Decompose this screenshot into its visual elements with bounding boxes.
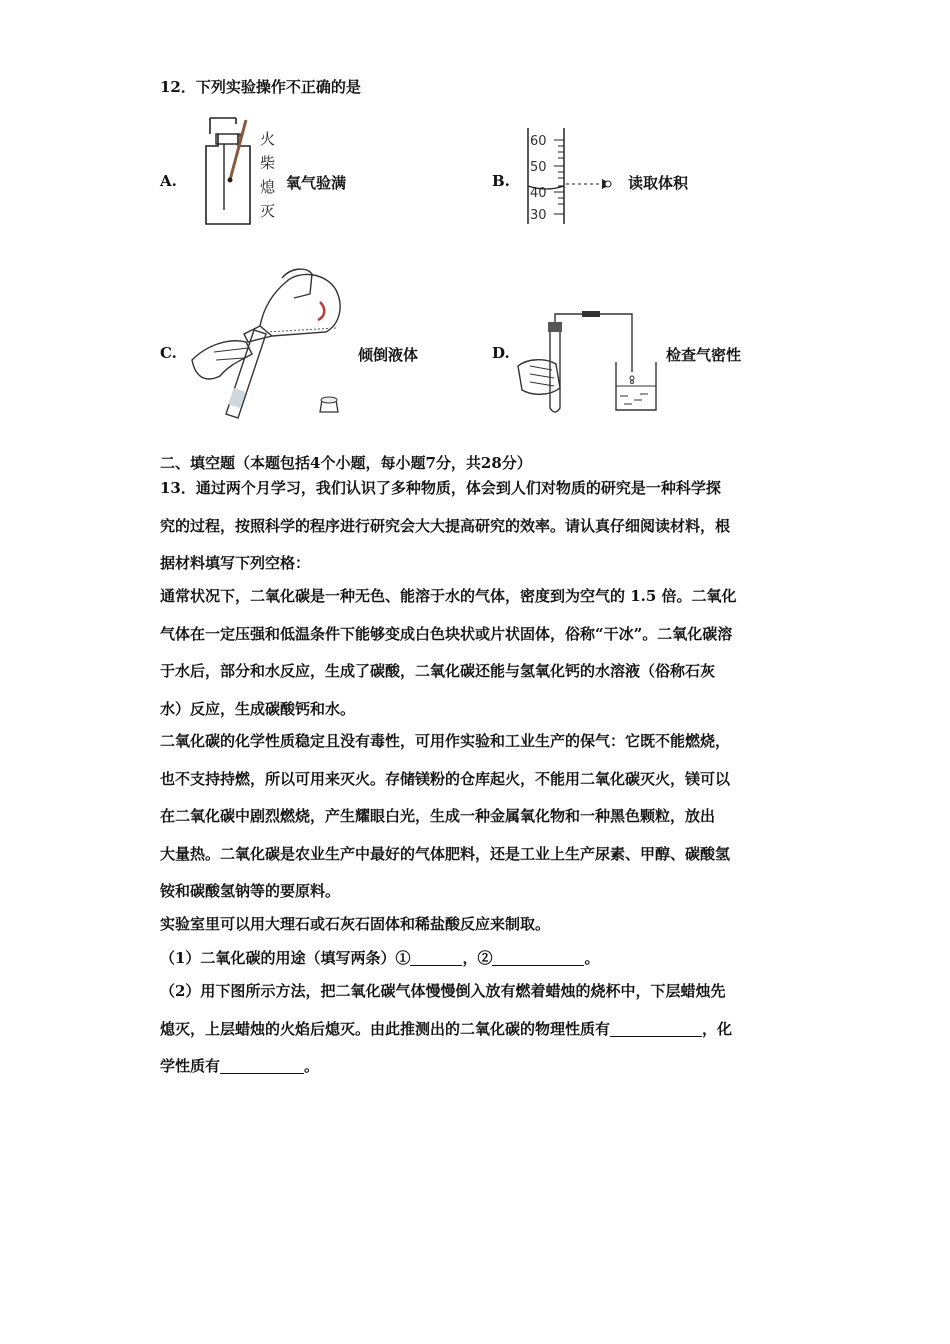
subquestion-1: [160, 940, 792, 978]
paragraph-line: 气体在一定压强和低温条件下能够变成白色块状或片状固体，俗称“干冰”。二氧化碳溶: [160, 624, 733, 643]
paragraph-line: 通常状况下，二氧化碳是一种无色、能溶于水的气体，密度到为空气的 1.5 倍。二氧化: [160, 587, 737, 605]
tick-30: 30: [530, 208, 547, 223]
tick-60: 60: [530, 134, 547, 149]
paragraph-line: 于水后，部分和水反应，生成了碳酸，二氧化碳还能与氢氧化钙的水溶液（俗称石灰: [160, 662, 716, 680]
intro-line: 13．通过两个月学习，我们认识了多种物质，体会到人们对物质的研究是一种科学探: [160, 479, 721, 497]
answer-blank-chemical[interactable]: [220, 1057, 304, 1074]
figure-label-mie: 灭: [260, 202, 276, 220]
subquestion-2-line3: 学性质有: [160, 1057, 221, 1075]
pouring-liquid-figure: [186, 264, 356, 422]
figure-label-xi: 熄: [260, 178, 276, 196]
answer-blank-1[interactable]: [410, 949, 462, 966]
subquestion-1-text: （1）二氧化碳的用途（填写两条）①: [160, 949, 411, 967]
answer-blank-physical[interactable]: [610, 1020, 702, 1037]
question-12-title: 12．下列实验操作不正确的是: [160, 78, 361, 96]
option-b-letter: B.: [492, 172, 510, 190]
figure-label-huo: 火: [260, 130, 276, 148]
gas-bottle-figure: [188, 112, 280, 230]
subquestion-1-end: 。: [584, 949, 600, 967]
paragraph-line: 也不支持持燃，所以可用来灭火。存储镁粉的仓库起火，不能用二氧化碳灭火，镁可以: [160, 769, 731, 788]
subquestion-1-sep: ，②: [462, 949, 493, 967]
subquestion-2-line1: （2）用下图所示方法，把二氧化碳气体慢慢倒入放有燃着蜡烛的烧杯中，下层蜡烛先: [160, 982, 726, 1000]
material-paragraph-2: [160, 723, 792, 911]
option-c-letter: C.: [160, 344, 177, 362]
tick-50: 50: [530, 160, 547, 175]
airtightness-figure: [516, 306, 662, 418]
option-d-caption: 检查气密性: [666, 346, 742, 364]
question-13-intro: [160, 470, 792, 583]
subquestion-2-line3-end: 。: [304, 1057, 320, 1075]
subquestion-2-line2-end: ，化: [702, 1019, 733, 1038]
figure-label-chai: 柴: [260, 154, 276, 172]
subquestion-2-line2: 熄灭，上层蜡烛的火焰后熄灭。由此推测出的二氧化碳的物理性质有: [160, 1019, 611, 1038]
paragraph-line: 实验室里可以用大理石或石灰石固体和稀盐酸反应来制取。: [160, 915, 551, 933]
intro-line: 究的过程，按照科学的程序进行研究会大大提高研究的效率。请认真仔细阅读材料，根: [160, 516, 731, 535]
tick-40: 40: [530, 186, 547, 201]
graduated-cylinder-figure: [520, 124, 624, 228]
paragraph-line: 二氧化碳的化学性质稳定且没有毒性，可用作实验和工业生产的保气：它既不能燃烧，: [160, 732, 731, 750]
paragraph-line: 铵和碳酸氢钠等的要原料。: [160, 882, 341, 900]
material-paragraph-1: [160, 578, 792, 728]
section-2-heading: 二、填空题（本题包括4个小题，每小题7分，共28分）: [160, 454, 532, 472]
paragraph-line: 大量热。二氧化碳是农业生产中最好的气体肥料，还是工业上生产尿素、甲醇、碳酸氢: [160, 844, 731, 863]
intro-line: 据材料填写下列空格：: [160, 554, 311, 572]
option-c-caption: 倾倒液体: [358, 346, 419, 364]
subquestion-2: [160, 973, 792, 1086]
option-a-letter: A.: [160, 172, 177, 190]
answer-blank-2[interactable]: [492, 949, 584, 966]
option-a-caption: 氧气验满: [286, 174, 347, 192]
option-d-letter: D.: [492, 344, 510, 362]
option-b-caption: 读取体积: [628, 174, 689, 192]
material-paragraph-3: [160, 906, 792, 944]
paragraph-line: 在二氧化碳中剧烈燃烧，产生耀眼白光，生成一种金属氧化物和一种黑色颗粒，放出: [160, 807, 716, 825]
paragraph-line: 水）反应，生成碳酸钙和水。: [160, 699, 356, 718]
